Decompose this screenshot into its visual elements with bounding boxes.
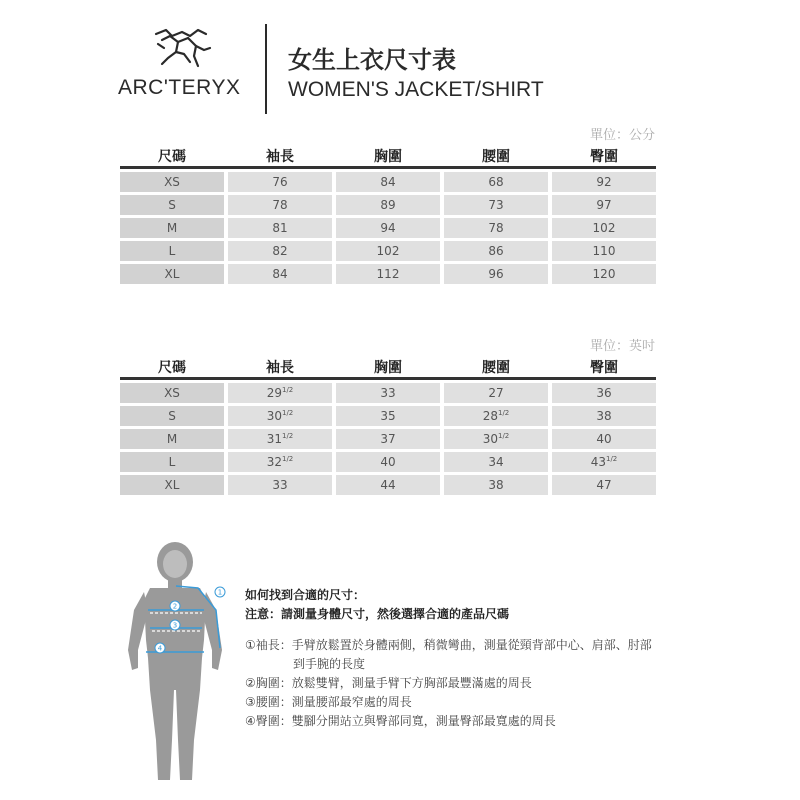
cell-size: S [120, 406, 224, 426]
cell-waist: 86 [444, 241, 548, 261]
cell-hip: 92 [552, 172, 656, 192]
cell-chest: 37 [336, 429, 440, 449]
cell-waist: 34 [444, 452, 548, 472]
cell-size: M [120, 218, 224, 238]
header-size: 尺碼 [120, 357, 224, 380]
cell-sleeve: 84 [228, 264, 332, 284]
cell-size: L [120, 241, 224, 261]
cell-chest: 89 [336, 195, 440, 215]
table-row [120, 475, 656, 495]
cell-chest: 102 [336, 241, 440, 261]
size-table-cm [120, 143, 656, 287]
cell-waist: 73 [444, 195, 548, 215]
table-row [120, 452, 656, 472]
table-header-row [120, 357, 656, 380]
cell-size: L [120, 452, 224, 472]
cell-waist: $30^{1/2}$ [444, 429, 548, 449]
instruction-waist: ③腰圍：測量腰部最窄處的周長 [245, 695, 412, 709]
cell-waist: 38 [444, 475, 548, 495]
cell-hip: $43^{1/2}$ [552, 452, 656, 472]
cell-hip: 38 [552, 406, 656, 426]
page-title-zh: 女生上衣尺寸表 [288, 46, 456, 74]
brand-wordmark: ARC'TERYX [118, 76, 241, 99]
cell-sleeve: 78 [228, 195, 332, 215]
cell-chest: 33 [336, 383, 440, 403]
table-row [120, 195, 656, 215]
table-row [120, 218, 656, 238]
cell-hip: 120 [552, 264, 656, 284]
cell-chest: 44 [336, 475, 440, 495]
page-title-en: WOMEN'S JACKET/SHIRT [288, 78, 544, 101]
marker-1: 1 [217, 588, 223, 597]
cell-hip: 47 [552, 475, 656, 495]
table-row [120, 172, 656, 192]
cell-chest: 40 [336, 452, 440, 472]
cell-waist: 68 [444, 172, 548, 192]
cell-sleeve: $29^{1/2}$ [228, 383, 332, 403]
guide-note: 注意：請測量身體尺寸，然後選擇合適的產品尺碼 [245, 607, 510, 621]
cell-chest: 35 [336, 406, 440, 426]
table-row [120, 406, 656, 426]
cell-sleeve: 81 [228, 218, 332, 238]
archaeopteryx-logo-icon [148, 22, 218, 72]
cell-chest: 112 [336, 264, 440, 284]
header-sleeve: 袖長 [228, 357, 332, 380]
cell-sleeve: 33 [228, 475, 332, 495]
cell-hip: 40 [552, 429, 656, 449]
header-chest: 胸圍 [336, 357, 440, 380]
instruction-hip: ④臀圍：雙腳分開站立與臀部同寬，測量臀部最寬處的周長 [245, 714, 556, 728]
cell-sleeve: $32^{1/2}$ [228, 452, 332, 472]
cell-sleeve: $30^{1/2}$ [228, 406, 332, 426]
table-row [120, 383, 656, 403]
header-divider [265, 24, 267, 114]
cell-waist: 27 [444, 383, 548, 403]
cell-sleeve: 82 [228, 241, 332, 261]
header-waist: 腰圍 [444, 357, 548, 380]
cell-size: XL [120, 475, 224, 495]
cell-sleeve: 76 [228, 172, 332, 192]
cell-waist: $28^{1/2}$ [444, 406, 548, 426]
header-hip: 臀圍 [552, 357, 656, 380]
marker-3: 3 [172, 621, 178, 630]
marker-4: 4 [157, 644, 163, 653]
cell-sleeve: $31^{1/2}$ [228, 429, 332, 449]
cell-size: XL [120, 264, 224, 284]
body-measurement-figure [120, 540, 235, 790]
instruction-sleeve: ①袖長：手臂放鬆置於身體兩側，稍微彎曲，測量從頸背部中心、肩部、肘部 [245, 638, 652, 652]
cell-waist: 78 [444, 218, 548, 238]
cell-waist: 96 [444, 264, 548, 284]
cell-size: XS [120, 383, 224, 403]
header-hip: 臀圍 [552, 146, 656, 169]
cell-size: XS [120, 172, 224, 192]
table-row [120, 241, 656, 261]
marker-2: 2 [172, 602, 178, 611]
instruction-sleeve-cont: 到手腕的長度 [293, 657, 366, 671]
measurement-instructions [245, 636, 665, 731]
table-header-row [120, 146, 656, 169]
unit-label-inch: 單位：英吋 [589, 339, 655, 354]
header-waist: 腰圍 [444, 146, 548, 169]
header-chest: 胸圍 [336, 146, 440, 169]
guide-title: 如何找到合適的尺寸： [245, 588, 366, 602]
instruction-chest: ②胸圍：放鬆雙臂，測量手臂下方胸部最豐滿處的周長 [245, 676, 532, 690]
cell-size: M [120, 429, 224, 449]
cell-chest: 84 [336, 172, 440, 192]
table-row [120, 429, 656, 449]
header-sleeve: 袖長 [228, 146, 332, 169]
cell-hip: 97 [552, 195, 656, 215]
table-row [120, 264, 656, 284]
unit-label-cm: 單位：公分 [589, 128, 655, 143]
cell-chest: 94 [336, 218, 440, 238]
cell-hip: 110 [552, 241, 656, 261]
header-size: 尺碼 [120, 146, 224, 169]
cell-hip: 36 [552, 383, 656, 403]
cell-size: S [120, 195, 224, 215]
size-table-inch [120, 354, 656, 498]
cell-hip: 102 [552, 218, 656, 238]
